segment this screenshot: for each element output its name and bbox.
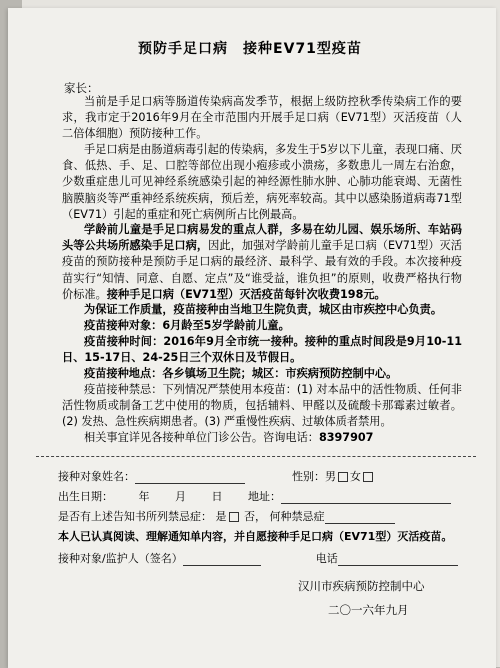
gender-male-checkbox[interactable] [338,472,348,482]
paragraph-vaccination-time: 疫苗接种时间：2016年9月全市统一接种。接种的重点时间段是9月10-11日、15-17日、24-25日三个双休日及节假日。 [62,335,462,365]
form-row-contraindication [58,510,395,524]
contraindication-yes-label: 是 [215,510,227,523]
gender-male-label: 男 [325,470,336,483]
paragraph-contraindications: 疫苗接种禁忌：下列情况严禁使用本疫苗：(1) 对本品中的活性物质、任何非活性物质或制备工艺中使用的物质，包括辅料、甲醛以及硫酸卡那霉素过敏者。(2) 发热、急性疾病期患者。(3) 严重慢性疾病、过敏体质者禁用。 [62,383,462,429]
consent-statement: 本人已认真阅读、理解通知单内容，并自愿接种手足口病（EV71型）灭活疫苗。 [58,530,453,543]
paragraph-target-groups-rest: 因此，加强对学龄前儿童手足口病（EV71型）灭活疫苗的预防接种是预防手足口病的最经济、最科学、最有效的手段。本次接种疫苗实行“知情、同意、自愿、定点”及“谁受益，谁负担”的原则，收费严格执行物价标准。 [62,239,462,301]
paragraph-vaccination-target: 疫苗接种对象：6月龄至5岁学龄前儿童。 [84,319,290,332]
gender-female-label: 女 [350,470,361,483]
paragraph-vaccination-location: 疫苗接种地点：各乡镇场卫生院；城区：市疾病预防控制中心。 [84,367,398,380]
name-field[interactable] [135,471,245,484]
contraindication-no-label: 否， [244,510,266,523]
gender-label: 性别： [292,470,325,483]
signature-field[interactable] [183,553,261,566]
name-label: 接种对象姓名： [58,470,135,483]
birth-day-label: 日 [211,490,223,503]
page-title: 预防手足口病 接种EV71型疫苗 [138,41,362,57]
birth-month-label: 月 [175,490,186,503]
birth-label: 出生日期： [58,490,113,503]
contraindication-question: 是否有上述告知书所列禁忌症： [58,510,212,523]
birth-year-label: 年 [138,490,150,503]
tear-line [36,456,476,457]
form-row-name [58,470,375,484]
paragraph-target-groups-bold: 学龄前儿童是手足口病易发的重点人群，多易在幼儿园、娱乐场所、车站码头等公共场所感染手足口病， [62,223,462,253]
phone-label: 电话 [315,552,338,565]
form-row-birth [58,490,451,504]
paragraph-disease-description: 手足口病是由肠道病毒引起的传染病，多发生于5岁以下儿童，表现口痛、厌食、低热、手、足、口腔等部位出现小疱疹或小溃疡，多数患儿一周左右治愈，少数重症患儿可见神经系统感染引起的神经源性肺水肿、心肺功能衰竭、无菌性脑膜脑炎等严重神经系统疾病，预后差，病死率较高。其中以感染肠道病毒71型（EV71）引起的重症和死亡病例所占比例最高。 [62,143,462,221]
form-row-signature [58,552,458,566]
issuer-name: 汉川市疾病预防控制中心 [298,579,425,593]
issue-date: 二〇一六年九月 [328,603,409,617]
gender-female-checkbox[interactable] [363,472,373,482]
paragraph-responsibility: 为保证工作质量，疫苗接种由当地卫生院负责，城区由市疾控中心负责。 [84,303,443,316]
paragraph-intro: 当前是手足口病等肠道传染病高发季节，根据上级防控秋季传染病工作的要求，我市定于2016年9月在全市范围内开展手足口病（EV71型）灭活疫苗（人二倍体细胞）预防接种工作。 [62,95,462,141]
paragraph-contact [62,430,462,446]
signature-label: 接种对象/监护人（签名） [58,552,183,565]
address-field[interactable] [281,491,451,504]
contact-phone: 8397907 [318,431,374,444]
contraindication-which-label: 何种禁忌症 [269,510,325,523]
paragraph-target-groups [62,222,462,303]
contact-label: 相关事宜详见各接种单位门诊公告。咨询电话： [84,431,319,444]
contraindication-yes-checkbox[interactable] [229,512,239,522]
address-label: 地址： [248,490,281,503]
vaccine-fee: 接种手足口病（EV71型）灭活疫苗每针次收费198元。 [106,287,386,301]
salutation: 家长： [64,81,99,95]
phone-field[interactable] [338,553,458,566]
contraindication-field[interactable] [325,511,395,524]
